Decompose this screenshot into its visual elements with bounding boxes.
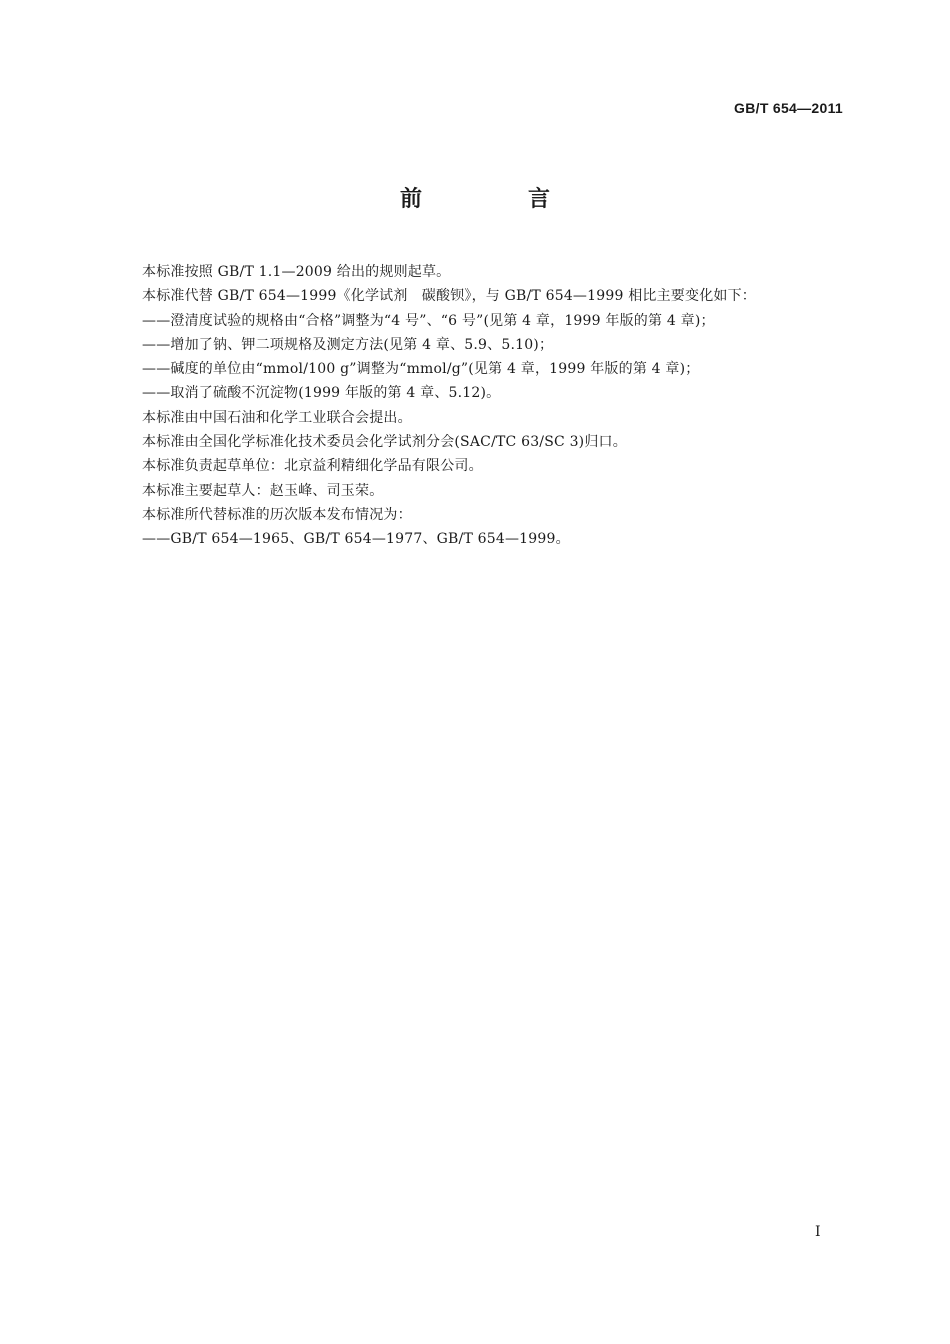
page-number: I	[815, 1224, 821, 1240]
list-item-change: ——澄清度试验的规格由“合格”调整为“4 号”、“6 号”(见第 4 章，1999 年版的第 4 章)；	[142, 312, 715, 329]
foreword-body	[142, 260, 842, 552]
paragraph-drafting-rule: 本标准按照 GB/T 1.1—2009 给出的规则起草。	[142, 264, 451, 280]
list-item-change: ——增加了钠、钾二项规格及测定方法(见第 4 章、5.9、5.10)；	[142, 336, 554, 353]
standard-number: GB/T 654—2011	[734, 100, 843, 116]
list-item-history: ——GB/T 654—1965、GB/T 654—1977、GB/T 654—1999。	[142, 531, 570, 548]
list-item-change: ——取消了硫酸不沉淀物(1999 年版的第 4 章、5.12)。	[142, 385, 501, 402]
paragraph-drafters: 本标准主要起草人：赵玉峰、司玉荣。	[142, 482, 384, 499]
list-item-change: ——碱度的单位由“mmol/100 g”调整为“mmol/g”(见第 4 章，1999 年版的第 4 章)；	[142, 361, 700, 378]
paragraph-history-intro: 本标准所代替标准的历次版本发布情况为：	[142, 506, 412, 523]
paragraph-proposed-by: 本标准由中国石油和化学工业联合会提出。	[142, 409, 412, 426]
paragraph-centralized-by: 本标准由全国化学标准化技术委员会化学试剂分会(SAC/TC 63/SC 3)归口。	[142, 434, 627, 451]
paragraph-drafting-unit: 本标准负责起草单位：北京益利精细化学品有限公司。	[142, 458, 483, 475]
page-title: 前 言	[399, 187, 592, 212]
paragraph-replaces: 本标准代替 GB/T 654—1999《化学试剂 碳酸钡》，与 GB/T 654—1999 相比主要变化如下：	[142, 288, 757, 305]
